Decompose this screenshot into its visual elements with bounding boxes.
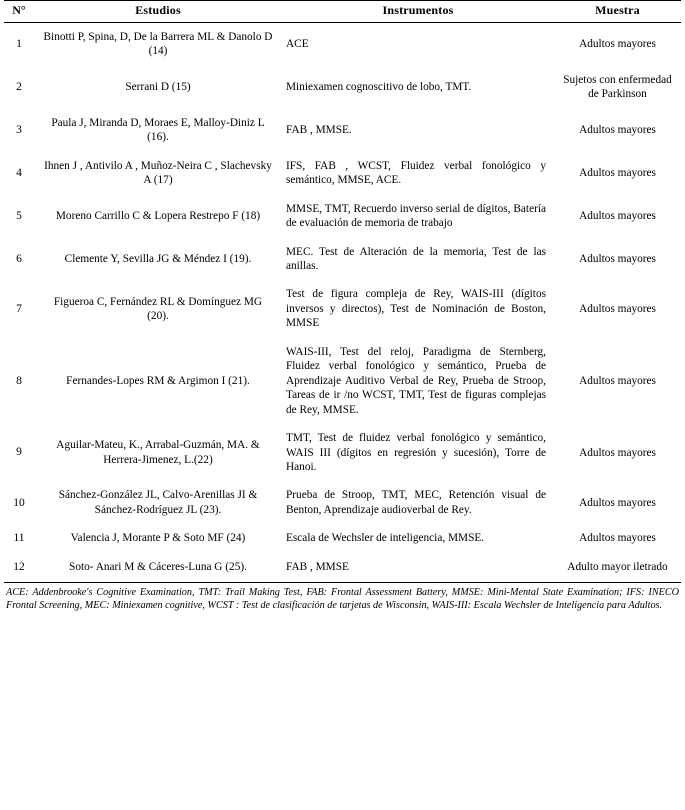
row-number: 6: [16, 252, 22, 265]
row-study: Valencia J, Morante P & Soto MF (24): [70, 532, 246, 545]
table-header: [4, 1, 681, 23]
row-instruments: ACE: [286, 38, 309, 51]
table-row: [4, 524, 681, 553]
table-row: [4, 66, 681, 109]
row-number: 8: [16, 374, 22, 387]
table-row: [4, 109, 681, 152]
row-study: Binotti P, Spina, D, De la Barrera ML & Danolo D (14): [43, 31, 273, 58]
row-instruments: Escala de Wechsler de inteligencia, MMSE.: [286, 532, 485, 545]
table-row: [4, 424, 681, 481]
row-instruments: Test de figura compleja de Rey, WAIS-III (dígitos inversos y directos), Test de Nominación de Boston, MMSE: [286, 288, 546, 330]
row-study: Fernandes-Lopes RM & Argimon I (21).: [66, 374, 250, 387]
row-instruments: FAB , MMSE.: [286, 124, 352, 137]
row-number: 12: [4, 553, 34, 582]
row-study: Aguilar-Mateu, K., Arrabal-Guzmán, MA. & Herrera-Jimenez, L.(22): [56, 439, 260, 466]
row-study: Serrani D (15): [125, 81, 191, 94]
row-instruments: Miniexamen cognoscitivo de lobo, TMT.: [286, 81, 472, 94]
row-instruments: FAB , MMSE: [282, 553, 554, 582]
row-sample: Adultos mayores: [579, 209, 656, 222]
table-row: [4, 481, 681, 524]
table-header-row: [4, 1, 681, 23]
row-study: Clemente Y, Sevilla JG & Méndez I (19).: [64, 252, 252, 265]
row-sample: Adultos mayores: [579, 302, 656, 315]
row-instruments: MEC. Test de Alteración de la memoria, Test de las anillas.: [286, 245, 546, 272]
row-sample: Adultos mayores: [579, 532, 656, 545]
table-row: [4, 195, 681, 238]
row-sample: Adultos mayores: [579, 374, 656, 387]
table-row: [4, 152, 681, 195]
column-header-number: N°: [4, 1, 34, 23]
row-study: Paula J, Miranda D, Moraes E, Malloy-Diniz L (16).: [51, 116, 265, 144]
row-sample: Adultos mayores: [579, 166, 656, 179]
footnote-text: ACE: Addenbrooke's Cognitive Examination, TMT: Trail Making Test, FAB: Frontal Assessment Battery, MMSE: Mini-Mental State Examination; IFS: INECO Frontal Screening, MEC: Miniexamen cognitive, WCST : Test de clasificación de tarjetas de Wisconsin, WAIS-III: Escala Wechsler de Inteligencia para Adultos.: [6, 586, 679, 612]
table-row: [4, 23, 681, 66]
row-number: 10: [13, 496, 25, 509]
row-sample: Sujetos con enfermedad de Parkinson: [563, 73, 672, 101]
row-number: 7: [16, 302, 22, 315]
table-body: [4, 23, 681, 583]
row-study: Ihnen J , Antivilo A , Muñoz-Neira C , Slachevsky A (17): [44, 159, 272, 187]
table-footnote: [4, 583, 681, 613]
table-row: [4, 280, 681, 337]
row-sample: Adultos mayores: [579, 38, 656, 51]
row-number: 3: [16, 123, 22, 136]
row-number: 5: [16, 209, 22, 222]
row-instruments: WAIS-III, Test del reloj, Paradigma de Sternberg, Fluidez verbal fonológico y semántico, Prueba de Aprendizaje Auditivo Verbal de Rey, Prueba de Stroop, Tareas de ir /no WCST, TMT, Test de figuras complejas de Rey, MMSE.: [286, 345, 546, 416]
row-study: Soto- Anari M & Cáceres-Luna G (25).: [34, 553, 282, 582]
row-number: 4: [16, 166, 22, 179]
row-instruments: Prueba de Stroop, TMT, MEC, Retención visual de Benton, Aprendizaje audioverbal de Rey.: [286, 489, 546, 516]
row-study: Figueroa C, Fernández RL & Domínguez MG (20).: [53, 295, 263, 323]
column-header-studies: Estudios: [34, 1, 282, 23]
row-sample: Adulto mayor iletrado: [554, 553, 681, 582]
row-number: 2: [16, 81, 22, 93]
studies-table: [4, 0, 681, 583]
row-study: Sánchez-González JL, Calvo-Arenillas JI & Sánchez-Rodríguez JL (23).: [58, 489, 258, 516]
row-number: 9: [16, 446, 22, 459]
row-sample: Adultos mayores: [579, 446, 656, 459]
table-row: [4, 553, 681, 582]
table-row: [4, 338, 681, 424]
row-study: Moreno Carrillo C & Lopera Restrepo F (18): [55, 209, 261, 222]
row-number: 11: [13, 532, 25, 545]
row-instruments: TMT, Test de fluidez verbal fonológico y semántico, WAIS III (dígitos en regresión y sucesión), Torre de Hanoi.: [286, 432, 546, 473]
column-header-instruments: Instrumentos: [282, 1, 554, 23]
table-row: [4, 238, 681, 281]
row-instruments: IFS, FAB , WCST, Fluidez verbal fonológico y semántico, MMSE, ACE.: [286, 159, 546, 187]
row-sample: Adultos mayores: [579, 252, 656, 265]
row-sample: Adultos mayores: [579, 496, 656, 509]
row-number: 1: [16, 38, 22, 51]
row-sample: Adultos mayores: [579, 124, 656, 137]
column-header-sample: Muestra: [554, 1, 681, 23]
row-instruments: MMSE, TMT, Recuerdo inverso serial de dígitos, Batería de evaluación de memoria de trabajo: [286, 202, 546, 230]
